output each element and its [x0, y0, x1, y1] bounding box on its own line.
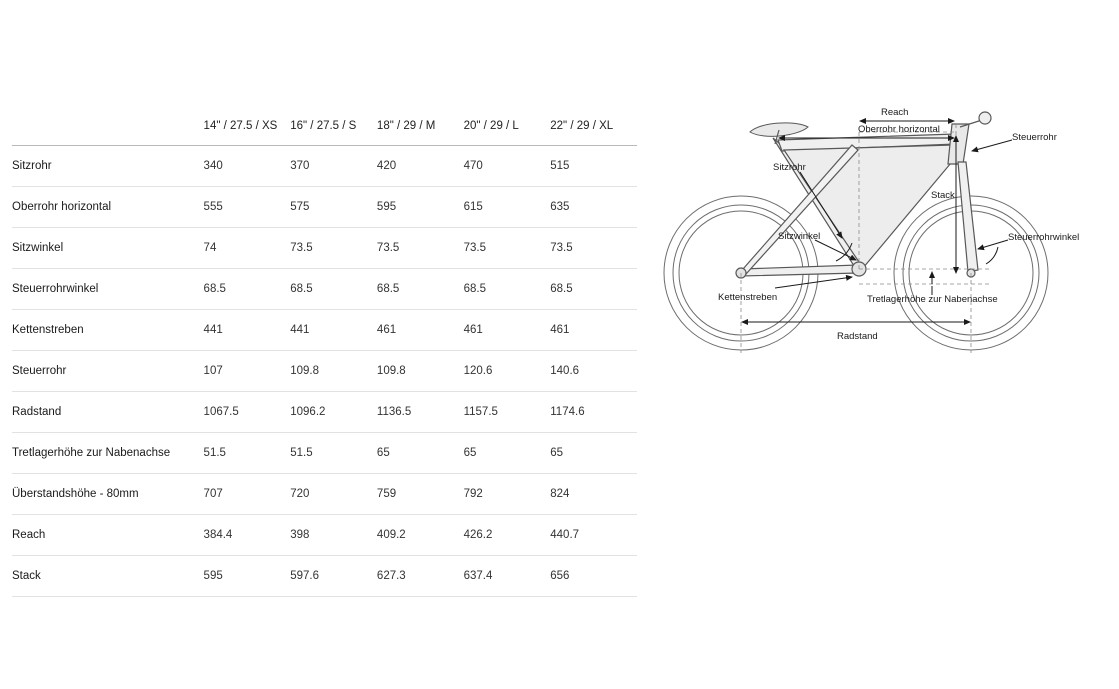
- table-header: [12, 107, 637, 146]
- cell-radstand-xs: 1067.5: [204, 392, 291, 433]
- cell-reach-s: 398: [290, 515, 377, 556]
- table-row: [12, 228, 637, 269]
- row-label-ueberstandshoehe: Überstandshöhe - 80mm: [12, 474, 204, 515]
- table-row: [12, 269, 637, 310]
- cell-ueberstandshoehe-m: 759: [377, 474, 464, 515]
- column-header-size-l: 20" / 29 / L: [464, 107, 551, 146]
- cell-ueberstandshoehe-l: 792: [464, 474, 551, 515]
- table-row: [12, 146, 637, 187]
- row-label-sitzrohr: Sitzrohr: [12, 146, 204, 187]
- cell-tretlagerhoehe-xl: 65: [550, 433, 637, 474]
- cell-oberrohr-s: 575: [290, 187, 377, 228]
- label-steuerrohrwinkel: Steuerrohrwinkel: [1008, 232, 1080, 243]
- cell-kettenstreben-l: 461: [464, 310, 551, 351]
- column-header-size-m: 18" / 29 / M: [377, 107, 464, 146]
- bike-geometry-diagram: [660, 88, 1105, 378]
- cell-sitzrohr-l: 470: [464, 146, 551, 187]
- cell-sitzwinkel-xs: 74: [204, 228, 291, 269]
- cell-radstand-l: 1157.5: [464, 392, 551, 433]
- cell-sitzrohr-xs: 340: [204, 146, 291, 187]
- table-corner-cell: [12, 107, 204, 146]
- label-steuerrohr: Steuerrohr: [1012, 132, 1057, 143]
- dimension-kettenstreben: [775, 277, 852, 288]
- cell-steuerrohrwinkel-l: 68.5: [464, 269, 551, 310]
- table-row: [12, 515, 637, 556]
- table-row: [12, 556, 637, 597]
- row-label-radstand: Radstand: [12, 392, 204, 433]
- table-row: [12, 392, 637, 433]
- row-label-sitzwinkel: Sitzwinkel: [12, 228, 204, 269]
- frame-outline-icon: [736, 124, 978, 278]
- label-reach: Reach: [881, 107, 909, 118]
- row-label-oberrohr-horizontal: Oberrohr horizontal: [12, 187, 204, 228]
- geometry-table: [12, 107, 637, 597]
- cell-sitzrohr-s: 370: [290, 146, 377, 187]
- cell-sitzwinkel-xl: 73.5: [550, 228, 637, 269]
- label-oberrohr-horizontal: Oberrohr horizontal: [858, 124, 940, 135]
- cell-reach-xl: 440.7: [550, 515, 637, 556]
- cell-sitzwinkel-s: 73.5: [290, 228, 377, 269]
- table-row: [12, 474, 637, 515]
- row-label-steuerrohr: Steuerrohr: [12, 351, 204, 392]
- cell-kettenstreben-xs: 441: [204, 310, 291, 351]
- cell-reach-xs: 384.4: [204, 515, 291, 556]
- label-tretlagerhoehe: Tretlagerhöhe zur Nabenachse: [867, 294, 998, 305]
- table-row: [12, 187, 637, 228]
- column-header-size-s: 16" / 27.5 / S: [290, 107, 377, 146]
- label-stack: Stack: [931, 190, 955, 201]
- cell-ueberstandshoehe-xl: 824: [550, 474, 637, 515]
- cell-oberrohr-xl: 635: [550, 187, 637, 228]
- cell-stack-l: 637.4: [464, 556, 551, 597]
- cell-tretlagerhoehe-l: 65: [464, 433, 551, 474]
- cell-ueberstandshoehe-s: 720: [290, 474, 377, 515]
- cell-tretlagerhoehe-xs: 51.5: [204, 433, 291, 474]
- dimension-steuerrohr: [972, 140, 1012, 151]
- cell-ueberstandshoehe-xs: 707: [204, 474, 291, 515]
- row-label-stack: Stack: [12, 556, 204, 597]
- cell-stack-m: 627.3: [377, 556, 464, 597]
- cell-steuerrohr-l: 120.6: [464, 351, 551, 392]
- cell-sitzrohr-m: 420: [377, 146, 464, 187]
- cell-steuerrohr-s: 109.8: [290, 351, 377, 392]
- cell-sitzwinkel-m: 73.5: [377, 228, 464, 269]
- cell-kettenstreben-m: 461: [377, 310, 464, 351]
- table-header-row: [12, 107, 637, 146]
- cell-steuerrohr-xl: 140.6: [550, 351, 637, 392]
- label-sitzrohr: Sitzrohr: [773, 162, 806, 173]
- cell-tretlagerhoehe-m: 65: [377, 433, 464, 474]
- label-kettenstreben: Kettenstreben: [718, 292, 778, 303]
- cell-stack-s: 597.6: [290, 556, 377, 597]
- table-row: [12, 351, 637, 392]
- label-radstand: Radstand: [837, 331, 878, 342]
- cell-radstand-s: 1096.2: [290, 392, 377, 433]
- cell-steuerrohrwinkel-s: 68.5: [290, 269, 377, 310]
- cell-steuerrohr-m: 109.8: [377, 351, 464, 392]
- cell-sitzrohr-xl: 515: [550, 146, 637, 187]
- row-label-tretlagerhoehe: Tretlagerhöhe zur Nabenachse: [12, 433, 204, 474]
- row-label-reach: Reach: [12, 515, 204, 556]
- cell-sitzwinkel-l: 73.5: [464, 228, 551, 269]
- table-body: [12, 146, 637, 597]
- cell-oberrohr-m: 595: [377, 187, 464, 228]
- cell-reach-l: 426.2: [464, 515, 551, 556]
- cell-steuerrohr-xs: 107: [204, 351, 291, 392]
- table-row: [12, 310, 637, 351]
- cell-kettenstreben-xl: 461: [550, 310, 637, 351]
- row-label-kettenstreben: Kettenstreben: [12, 310, 204, 351]
- cell-steuerrohrwinkel-xs: 68.5: [204, 269, 291, 310]
- cell-stack-xl: 656: [550, 556, 637, 597]
- cell-radstand-m: 1136.5: [377, 392, 464, 433]
- cell-steuerrohrwinkel-m: 68.5: [377, 269, 464, 310]
- cell-oberrohr-l: 615: [464, 187, 551, 228]
- cell-kettenstreben-s: 441: [290, 310, 377, 351]
- label-sitzwinkel: Sitzwinkel: [778, 231, 821, 242]
- cell-steuerrohrwinkel-xl: 68.5: [550, 269, 637, 310]
- row-label-steuerrohrwinkel: Steuerrohrwinkel: [12, 269, 204, 310]
- cell-reach-m: 409.2: [377, 515, 464, 556]
- cell-radstand-xl: 1174.6: [550, 392, 637, 433]
- column-header-size-xl: 22" / 29 / XL: [550, 107, 637, 146]
- table-row: [12, 433, 637, 474]
- column-header-size-xs: 14" / 27.5 / XS: [204, 107, 291, 146]
- cell-tretlagerhoehe-s: 51.5: [290, 433, 377, 474]
- cell-stack-xs: 595: [204, 556, 291, 597]
- cell-oberrohr-xs: 555: [204, 187, 291, 228]
- dimension-steuerrohrwinkel: [978, 240, 1008, 264]
